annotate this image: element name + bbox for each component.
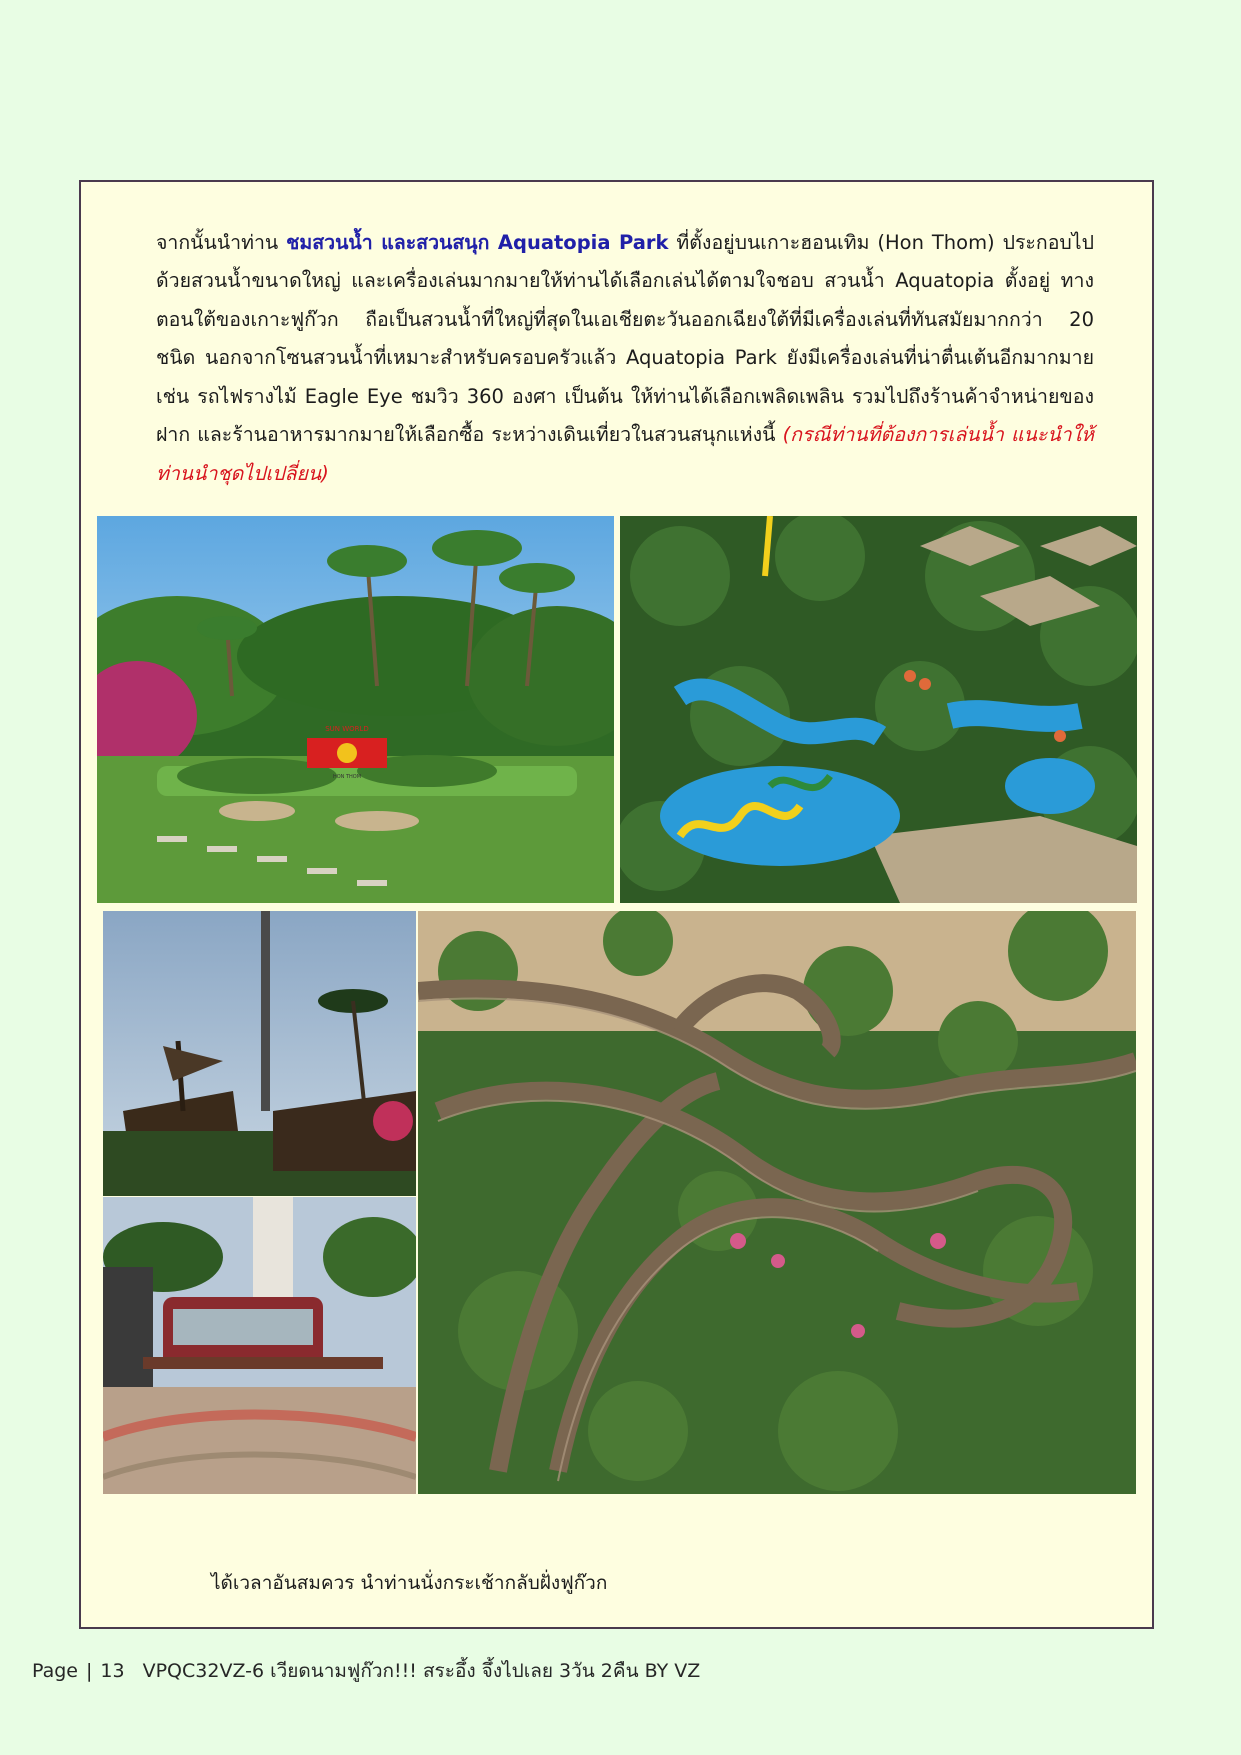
photo-garden-sign — [97, 516, 614, 903]
photo-cable-car — [103, 1197, 416, 1494]
content-frame — [79, 180, 1154, 1629]
footer-separator: | — [86, 1660, 93, 1682]
tour-code: VPQC32VZ-6 เวียดนามฟูก๊วก!!! สระอึ้ง จึ้งไปเลย 3วัน 2คืน BY VZ — [142, 1660, 701, 1682]
closing-text: ได้เวลาอันสมควร นำท่านนั่งกระเช้ากลับฝั่งฟูก๊วก — [211, 1572, 608, 1594]
attraction-name: ชมสวนน้ำ และสวนสนุก Aquatopia Park — [286, 230, 669, 254]
garden-sign-subtext: HON THOM — [332, 774, 362, 780]
intro-body: ที่ตั้งอยู่บนเกาะฮอนเทิม (Hon Thom) ประกอบไปด้วยสวนน้ำขนาดใหญ่ และเครื่องเล่นมากมายให้ท่านได้เลือกเล่นได้ตามใจชอบ สวนน้ำ Aquatopia ตั้งอยู่ ทางตอนใต้ของเกาะฟูก๊วก ถือเป็นสวนน้ำที่ใหญ่ที่สุดในเอเชียตะวันออกเฉียงใต้ที่มีเครื่องเล่นที่ทันสมัยมากกว่า 20 ชนิด นอกจากโซนสวนน้ำที่เหมาะสำหรับครอบครัวแล้ว Aquatopia Park ยังมีเครื่องเล่นที่น่าตื่นเต้นอีกมากมายเช่น รถไฟรางไม้ Eagle Eye ชมวิว 360 องศา เป็นต้น ให้ท่านได้เลือกเพลิดเพลิน รวมไปถึงร้านค้าจำหน่ายของฝาก และร้านอาหารมากมายให้เลือกซื้อ ระหว่างเดินเที่ยวในสวนสนุกแห่งนี้ — [156, 230, 1094, 446]
swimwear-note: (กรณีท่านที่ต้องการเล่นน้ำ แนะนำให้ท่านนำชุดไปเปลี่ยน) — [156, 423, 1094, 485]
intro-paragraph — [156, 224, 1094, 494]
garden-sign-text: SUN WORLD — [325, 725, 369, 733]
page-number: 13 — [100, 1660, 125, 1682]
photo-tower-ship — [103, 911, 416, 1196]
photo-wooden-coaster — [418, 911, 1136, 1494]
intro-lead: จากนั้นนำท่าน — [156, 230, 287, 254]
page-footer — [32, 1656, 700, 1686]
photo-waterpark-aerial — [620, 516, 1137, 903]
page-label: Page — [32, 1660, 78, 1682]
